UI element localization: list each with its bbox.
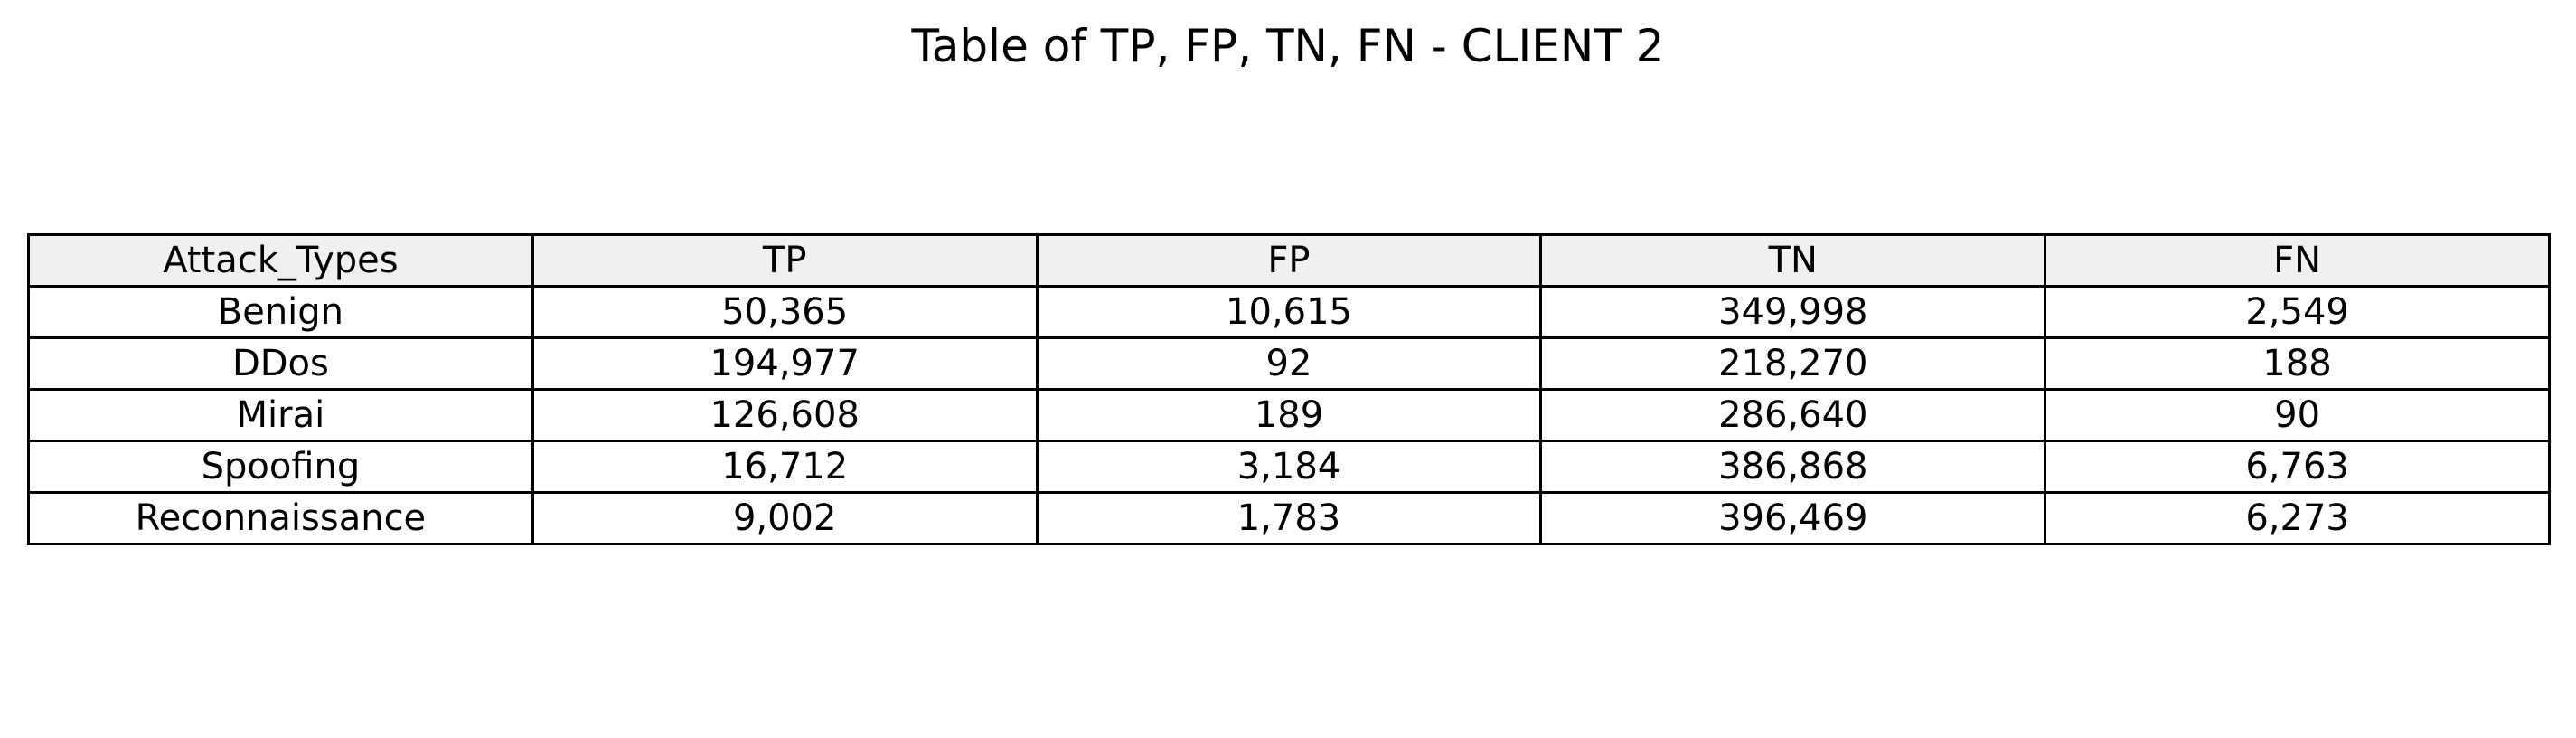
header-row [29, 235, 2550, 287]
table-cell: 386,868 [1541, 441, 2045, 493]
table-cell: 16,712 [532, 441, 1037, 493]
table-row [29, 441, 2550, 493]
header-cell: TP [532, 235, 1037, 287]
table-cell: Benign [29, 287, 533, 338]
table-cell: DDos [29, 338, 533, 390]
table-cell: 92 [1037, 338, 1541, 390]
table-cell: 189 [1037, 390, 1541, 441]
table-row [29, 287, 2550, 338]
header-cell: Attack_Types [29, 235, 533, 287]
table-cell: 6,763 [2045, 441, 2550, 493]
table-cell: 6,273 [2045, 493, 2550, 544]
header-cell: FN [2045, 235, 2550, 287]
table-row [29, 493, 2550, 544]
table-cell: 194,977 [532, 338, 1037, 390]
table-cell: 126,608 [532, 390, 1037, 441]
table-cell: Spoofing [29, 441, 533, 493]
chart-title: Table of TP, FP, TN, FN - CLIENT 2 [911, 20, 1665, 72]
table-cell: 2,549 [2045, 287, 2550, 338]
table-cell: 188 [2045, 338, 2550, 390]
table-cell: 396,469 [1541, 493, 2045, 544]
table-cell: 1,783 [1037, 493, 1541, 544]
table-cell: 218,270 [1541, 338, 2045, 390]
table-cell: 9,002 [532, 493, 1037, 544]
metrics-table [27, 233, 2551, 545]
header-cell: TN [1541, 235, 2045, 287]
table-cell: 3,184 [1037, 441, 1541, 493]
table-cell: 286,640 [1541, 390, 2045, 441]
header-cell: FP [1037, 235, 1541, 287]
table-cell: 10,615 [1037, 287, 1541, 338]
table-cell: Reconnaissance [29, 493, 533, 544]
table-cell: 50,365 [532, 287, 1037, 338]
table-row [29, 338, 2550, 390]
table-cell: 90 [2045, 390, 2550, 441]
table-cell: 349,998 [1541, 287, 2045, 338]
table-cell: Mirai [29, 390, 533, 441]
table-row [29, 390, 2550, 441]
